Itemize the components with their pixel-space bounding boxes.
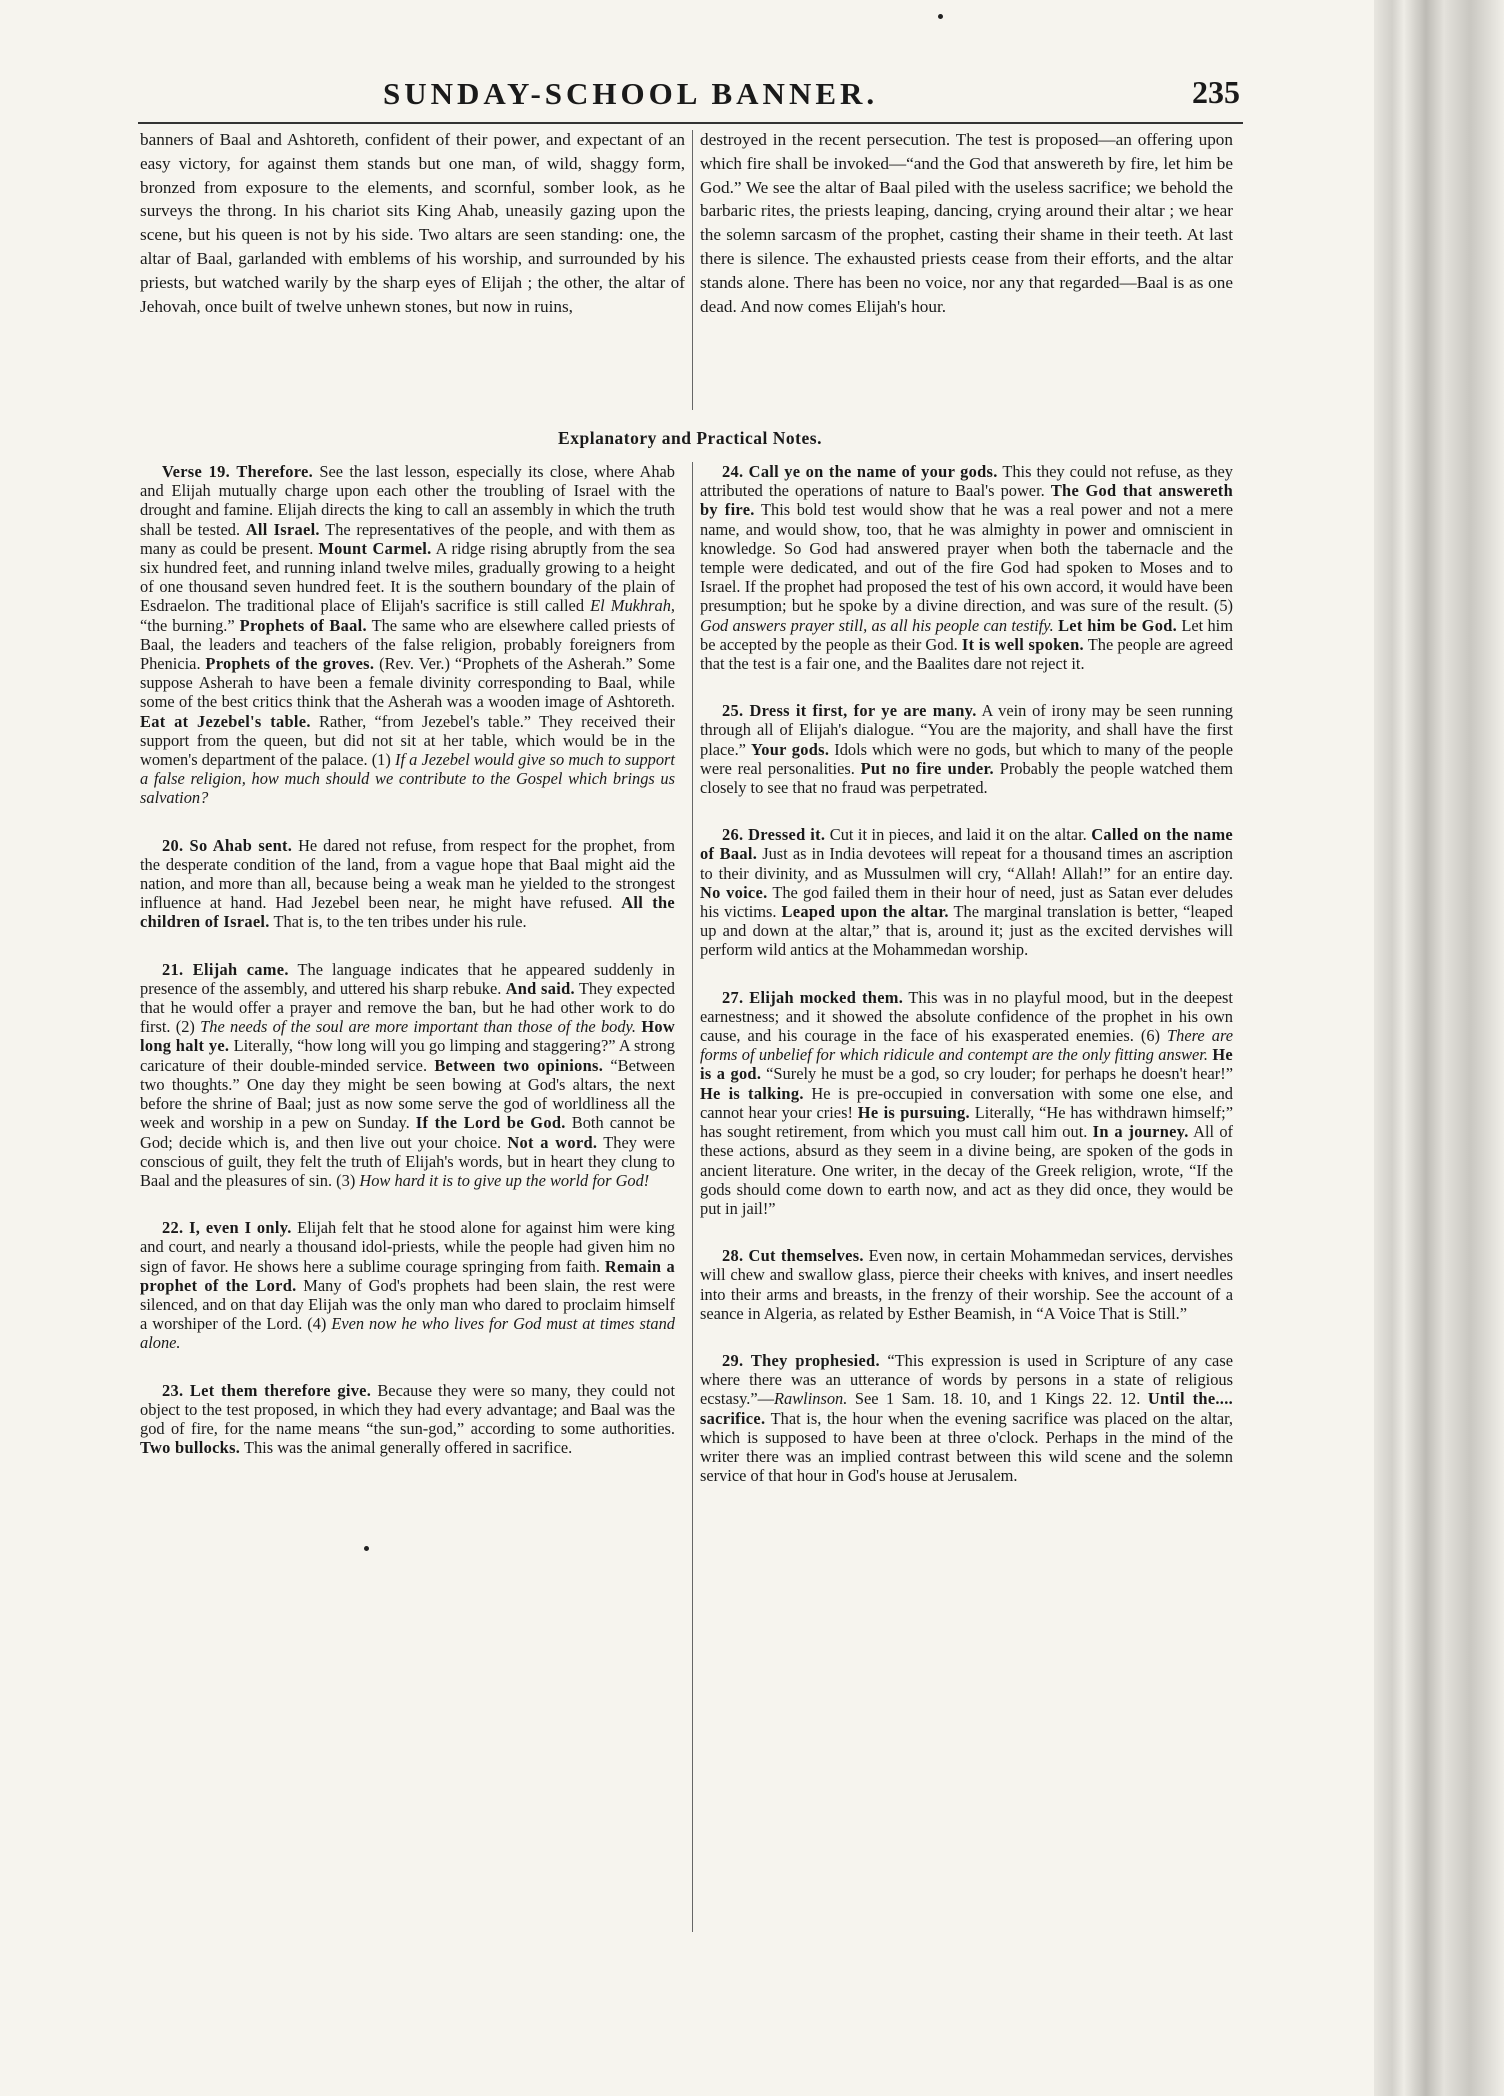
note-text: This they could not refuse, as they attributed the operations of nature to Baal's power. bbox=[700, 462, 1233, 501]
note-paragraph bbox=[140, 462, 675, 808]
note-keyword: And said. bbox=[505, 978, 575, 998]
note-text: “Between two thoughts.” One day they might be seen bowing at God's altars, the next before the shrine of Baal; just as now some serve the god of worldliness all the week and worship in a pew on Sunday. bbox=[140, 1055, 676, 1133]
print-speck-mid bbox=[364, 1546, 369, 1551]
note-paragraph bbox=[140, 1218, 675, 1352]
note-text: The same who are elsewhere called priests of Baal, the leaders and teachers of the false religion, probably foreigners from Phenicia. bbox=[140, 615, 676, 674]
note-keyword: Between two opinions. bbox=[434, 1055, 604, 1075]
note-keyword: 26. Dressed it. bbox=[722, 825, 826, 845]
note-lesson-italic: How hard it is to give up the world for God! bbox=[359, 1170, 650, 1190]
note-text: The representatives of the people, and with them as many as could be present. bbox=[140, 519, 676, 558]
note-keyword: 22. I, even I only. bbox=[162, 1218, 292, 1238]
note-text: Let him be accepted by the people as their God. bbox=[700, 615, 1233, 654]
note-keyword: It is well spoken. bbox=[961, 634, 1084, 654]
note-keyword: All Israel. bbox=[245, 519, 320, 539]
note-keyword: He is pursuing. bbox=[857, 1102, 970, 1122]
note-keyword: 21. Elijah came. bbox=[162, 959, 289, 979]
note-keyword: 25. Dress it first, for ye are many. bbox=[722, 701, 977, 721]
note-keyword: Prophets of the groves. bbox=[205, 654, 375, 674]
note-paragraph bbox=[140, 960, 675, 1190]
note-text: “the burning.” bbox=[140, 615, 240, 635]
note-text: He dared not refuse, from respect for the prophet, from the desperate condition of the land, from a vague hope that Baal might aid the nation, and more than all, because being a weak man he yielded to the strongest influence at hand. Had Jezebel been near, he might have refused. bbox=[140, 835, 675, 913]
note-text: Just as in India devotees will repeat for a thousand times an ascription to their divinity, and as Mussulmen will cry, “Allah! Allah!” for an entire day. bbox=[700, 844, 1233, 883]
note-text: See 1 Sam. 18. 10, and 1 Kings 22. 12. bbox=[847, 1389, 1148, 1409]
note-keyword: Prophets of Baal. bbox=[239, 615, 367, 635]
note-text: This bold test would show that he was a real power and not a mere name, and would show, too, that he was almighty in power and omniscient in knowledge. So God had answered prayer when both the tabernacle and the temple were dedicated, and out of the fire God had spoken to Moses and to Israel. If the prophet had proposed the test of his own accord, it would have been presumption; but he spoke by a divine direction, and was sure of the result. (5) bbox=[700, 500, 1234, 616]
header-rule bbox=[138, 122, 1243, 124]
note-lesson-italic: Even now he who lives for God must at times stand alone. bbox=[140, 1314, 676, 1353]
note-keyword: All the children of Israel. bbox=[140, 893, 675, 932]
note-text: Many of God's prophets had been slain, the rest were silenced, and on that day Elijah was the only man who dared to proclaim himself a worshiper of the Lord. (4) bbox=[140, 1275, 675, 1334]
note-keyword: Leaped upon the altar. bbox=[781, 902, 949, 922]
publication-title: SUNDAY-SCHOOL BANNER. bbox=[383, 76, 879, 111]
intro-right-column: destroyed in the recent persecution. The test is proposed—an offering upon which fire shall be invoked—“and the God that answereth by fire, let him be God.” We see the altar of Baal piled with the useless sacrifice; we behold the barbaric rites, the priests leaping, dancing, crying around their altar ; we hear the solemn sarcasm of the prophet, casting their shame in their teeth. At last there is silence. The exhausted priests cease from their efforts, and the altar stands alone. There has been no voice, nor any that regarded—Baal is as one dead. And now comes Elijah's hour. bbox=[700, 130, 1233, 316]
note-text: This was the animal generally offered in sacrifice. bbox=[240, 1438, 573, 1458]
note-paragraph bbox=[700, 462, 1233, 673]
note-text: That is, to the ten tribes under his rule. bbox=[269, 912, 527, 932]
intro-left-column: banners of Baal and Ashtoreth, confident of their power, and expectant of an easy victory, for against them stands but one man, of wild, shaggy form, bronzed from exposure to the elements, and scornful, somber look, as he surveys the throng. In his chariot sits King Ahab, uneasily gazing upon the scene, but his queen is not by his side. Two altars are seen standing: one, the altar of Baal, garlanded with emblems of his worship, and surrounded by his priests, but watched warily by the sharp eyes of Elijah ; the other, the altar of Jehovah, once built of twelve unhewn stones, but now in ruins, bbox=[140, 130, 685, 316]
note-keyword: 23. Let them therefore give. bbox=[162, 1380, 372, 1400]
note-paragraph bbox=[700, 988, 1233, 1218]
note-keyword: Verse 19. Therefore. bbox=[162, 462, 313, 481]
note-text: A vein of irony may be seen running through all of Elijah's dialogue. “You are the majority, and shall have the first place.” bbox=[700, 701, 1233, 759]
note-text: Elijah felt that he stood alone for against him were king and court, and nearly a thousand idol-priests, while the people had given him no sign of favor. He shows here a sublime courage springing from faith. bbox=[140, 1218, 675, 1276]
note-text: (Rev. Ver.) “Prophets of the Asherah.” Some suppose Asherah to have been a female divinity corresponding to Baal, while some of the best critics think that the Asherah was a wooden image of Ashtoreth. bbox=[140, 654, 676, 712]
note-text: A ridge rising abruptly from the sea six hundred feet, and running inland twelve miles, gradually growing to a height of one thousand seven hundred feet. It is the southern boundary of the plain of Esdraelon. The traditional place of Elijah's sacrifice is still called bbox=[140, 538, 675, 616]
note-text: Both cannot be God; decide which is, and then live out your choice. bbox=[140, 1113, 675, 1152]
note-keyword: The God that answereth by fire. bbox=[700, 481, 1233, 520]
note-text: He is pre-occupied in conversation with some one else, and cannot hear your cries! bbox=[700, 1083, 1233, 1122]
note-text: That is, the hour when the evening sacrifice was placed on the altar, which is supposed to have been at three o'clock. Perhaps in the mind of the writer there was an implied contrast between this wild scene and the solemn service of that hour in God's house at Jerusalem. bbox=[700, 1408, 1233, 1486]
note-keyword: Eat at Jezebel's table. bbox=[140, 711, 311, 731]
notes-column-divider bbox=[692, 462, 693, 1932]
note-keyword: Put no fire under. bbox=[860, 758, 994, 778]
note-text: The god failed them in their hour of need, just as Satan ever deludes his victims. bbox=[700, 882, 1233, 922]
note-text: Literally, “He has withdrawn himself;” has sought retirement, from which you must call him out. bbox=[700, 1102, 1234, 1142]
note-text: The people are agreed that the test is a fair one, and the Baalites dare not reject it. bbox=[700, 634, 1233, 674]
note-keyword: 29. They prophesied. bbox=[722, 1350, 880, 1370]
book-page-edge bbox=[1374, 0, 1504, 2096]
note-paragraph bbox=[700, 1246, 1233, 1323]
note-keyword: 28. Cut themselves. bbox=[722, 1246, 864, 1266]
note-keyword: 27. Elijah mocked them. bbox=[722, 987, 904, 1007]
note-keyword: 24. Call ye on the name of your gods. bbox=[722, 462, 998, 481]
note-text: Probably the people watched them closely to see that no fraud was perpetrated. bbox=[700, 758, 1234, 798]
notes-right-column bbox=[700, 462, 1233, 1513]
note-text: Cut it in pieces, and laid it on the altar. bbox=[825, 825, 1092, 845]
note-keyword: In a journey. bbox=[1092, 1122, 1189, 1142]
print-speck-top bbox=[938, 14, 943, 19]
note-text: This was in no playful mood, but in the deepest earnestness; and it showed the absolute confidence of the prophet in his own cause, and his courage in the face of his exasperated enemies. (6) bbox=[700, 987, 1233, 1046]
note-lesson-italic: The needs of the soul are more important than those of the body. bbox=[200, 1017, 637, 1037]
notes-left-column bbox=[140, 462, 675, 1485]
note-text: They were conscious of guilt, they felt the truth of Elijah's words, but in heart they clung to Baal and the pleasures of sin. (3) bbox=[140, 1132, 676, 1190]
note-keyword: Your gods. bbox=[750, 739, 830, 759]
note-text: Literally, “how long will you go limping and staggering?” A strong caricature of their double-minded service. bbox=[140, 1036, 675, 1075]
note-keyword: He is talking. bbox=[700, 1083, 804, 1103]
note-text: Because they were so many, they could not object to the test proposed, in which they had every advantage; and Baal was the god of fire, for the name means “the sun-god,” according to some authorities. bbox=[140, 1380, 675, 1438]
note-paragraph bbox=[140, 836, 675, 932]
note-text: Even now, in certain Mohammedan services, dervishes will chew and swallow glass, pierce their cheeks with knives, and insert needles into their arms and breasts, in the frenzy of their worship. See the account of a seance in Algeria, as related by Esther Beamish, in “A Voice That is Still.” bbox=[700, 1246, 1233, 1323]
note-keyword: No voice. bbox=[700, 882, 768, 902]
note-paragraph bbox=[700, 1351, 1233, 1485]
note-text: The language indicates that he appeared suddenly in presence of the assembly, and uttered his sharp rebuke. bbox=[140, 959, 675, 998]
note-text: The marginal translation is better, “leaped up and down at the altar,” that is, around it; just as the excited dervishes will perform wild antics at the Mohammedan worship. bbox=[700, 902, 1234, 960]
note-text: “This expression is used in Scripture of any case where there was an utterance of words by persons in a state of religious ecstasy.”— bbox=[700, 1350, 1233, 1409]
note-paragraph bbox=[700, 825, 1233, 959]
note-text: All of these actions, absurd as they seem in a divine being, are spoken of the gods in ancient literature. One writer, in the decay of the Greek religion, wrote, “If the gods should come down to earth now, and act as they did once, they would be put in jail!” bbox=[700, 1122, 1234, 1218]
note-lesson-italic: If a Jezebel would give so much to support a false religion, how much should we contribute to the Gospel which brings us salvation? bbox=[140, 750, 675, 808]
note-keyword: Until the.... sacrifice. bbox=[700, 1389, 1233, 1428]
note-lesson-italic: There are forms of unbelief for which ridicule and contempt are the only fitting answer. bbox=[700, 1026, 1233, 1065]
note-text: “Surely he must be a god, so cry louder; for perhaps he doesn't hear!” bbox=[761, 1064, 1233, 1084]
note-keyword: Two bullocks. bbox=[140, 1438, 241, 1458]
section-title: Explanatory and Practical Notes. bbox=[558, 428, 822, 448]
note-keyword: Not a word. bbox=[507, 1132, 598, 1152]
note-keyword: Called on the name of Baal. bbox=[700, 825, 1233, 864]
note-lesson-italic: God answers prayer still, as all his people can testify. bbox=[700, 615, 1054, 635]
note-lesson-italic: Rawlinson. bbox=[774, 1389, 848, 1409]
note-keyword: Mount Carmel. bbox=[318, 538, 432, 558]
running-header bbox=[135, 74, 1240, 116]
note-paragraph bbox=[140, 1381, 675, 1458]
note-keyword: Remain a prophet of the Lord. bbox=[140, 1256, 676, 1295]
note-text: Rather, “from Jezebel's table.” They received their support from the queen, but did not sit at her table, which would be in the women's department of the palace. (1) bbox=[140, 711, 675, 770]
note-lesson-italic: El Mukhrah, bbox=[590, 596, 675, 616]
note-text: Idols which were no gods, but which to many of the people were real personalities. bbox=[700, 739, 1234, 778]
note-keyword: 20. So Ahab sent. bbox=[162, 835, 293, 855]
note-keyword: Let him be God. bbox=[1058, 615, 1178, 635]
note-keyword: He is a god. bbox=[700, 1045, 1233, 1084]
note-keyword: How long halt ye. bbox=[140, 1017, 675, 1056]
note-text: See the last lesson, especially its close, where Ahab and Elijah mutually charge upon each other the troubling of Israel with the drought and famine. Elijah directs the king to call an assembly in which the truth shall be tested. bbox=[140, 462, 675, 539]
intro-column-divider bbox=[692, 130, 693, 410]
note-paragraph bbox=[700, 701, 1233, 797]
page-number: 235 bbox=[1192, 74, 1240, 110]
note-text: They expected that he would offer a prayer and remove the ban, but he had other work to do first. (2) bbox=[140, 978, 675, 1037]
note-keyword: If the Lord be God. bbox=[415, 1113, 566, 1133]
